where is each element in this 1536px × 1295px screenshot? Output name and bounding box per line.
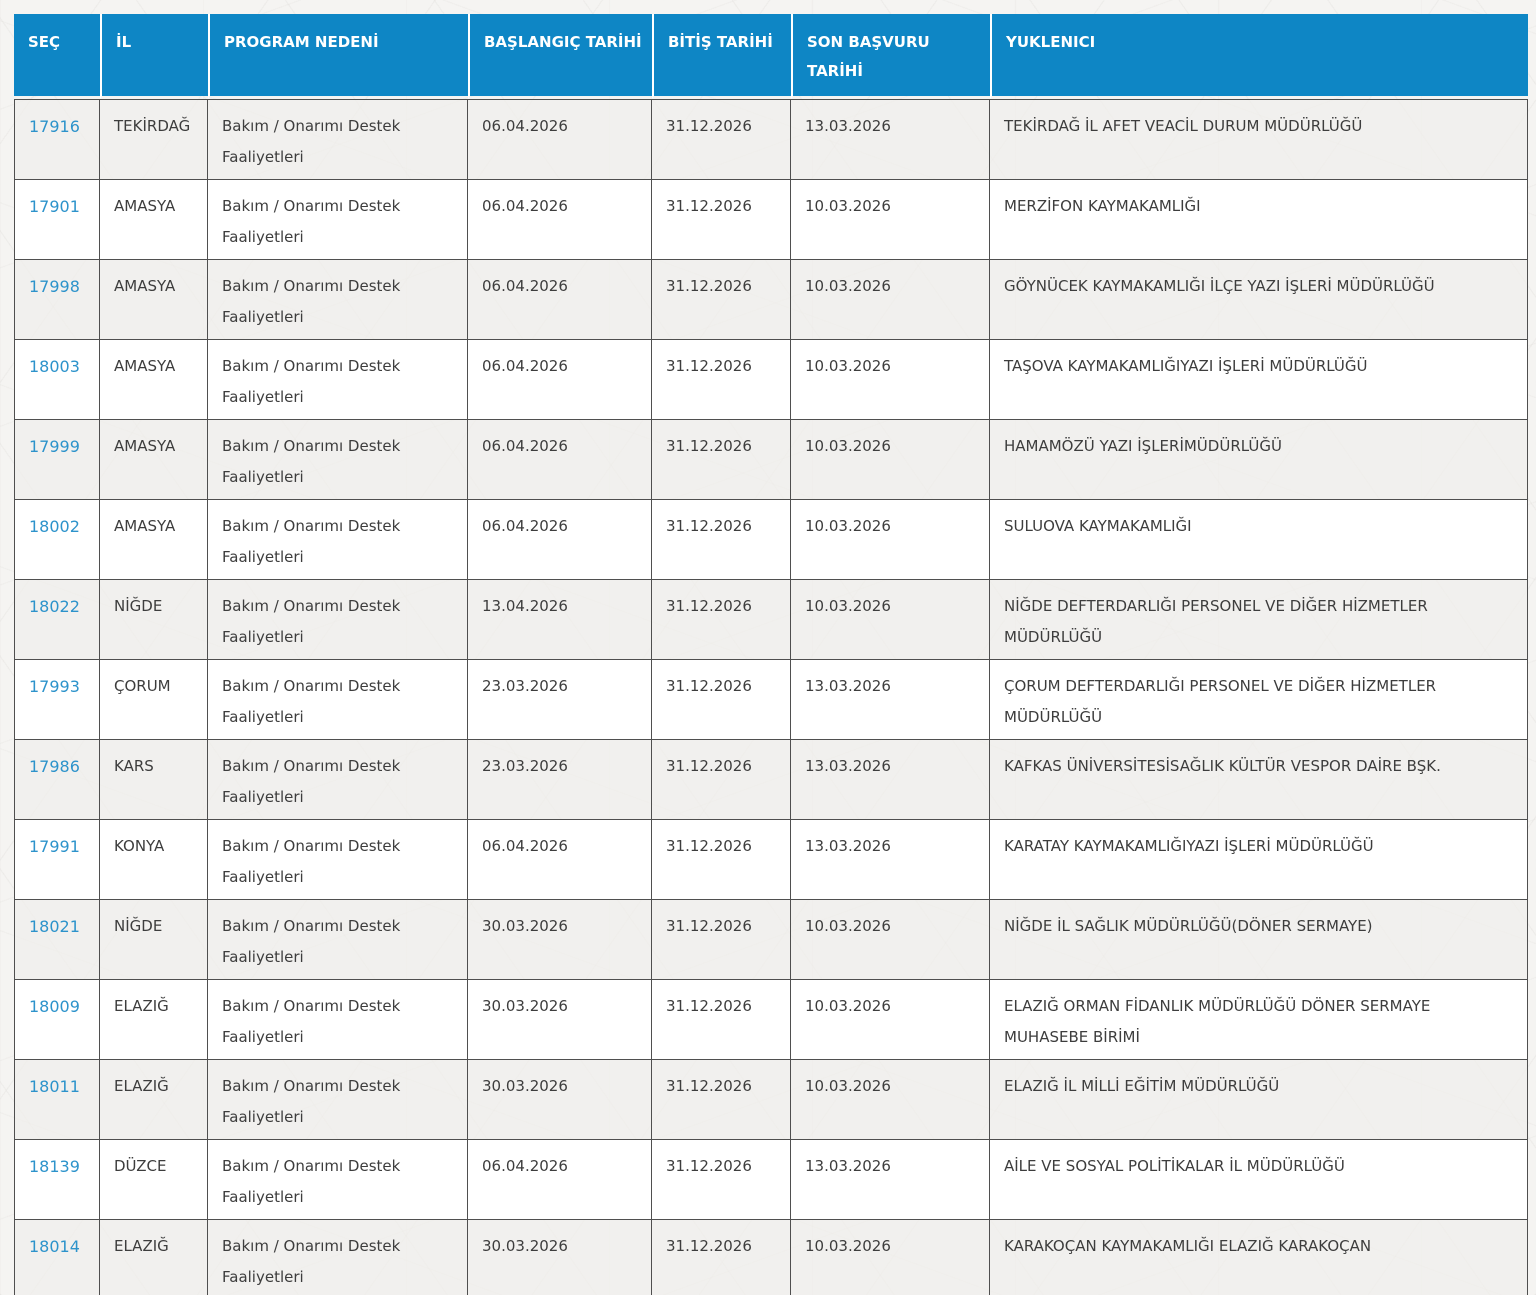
- row-select-link[interactable]: 18022: [29, 597, 80, 616]
- table-body: [14, 99, 1528, 1295]
- table-row: [14, 900, 1528, 980]
- cell-baslangic: 30.03.2026: [468, 900, 652, 980]
- row-select-link[interactable]: 17916: [29, 117, 80, 136]
- cell-son_basvuru: 10.03.2026: [791, 580, 990, 660]
- header-row: [14, 14, 1528, 99]
- cell-il: AMASYA: [100, 420, 208, 500]
- cell-program: Bakım / Onarımı Destek Faaliyetleri: [208, 500, 468, 580]
- cell-bitis: 31.12.2026: [652, 260, 791, 340]
- cell-baslangic: 06.04.2026: [468, 1140, 652, 1220]
- cell-il: ELAZIĞ: [100, 980, 208, 1060]
- table-row: [14, 580, 1528, 660]
- cell-il: ÇORUM: [100, 660, 208, 740]
- table-row: [14, 420, 1528, 500]
- cell-son_basvuru: 10.03.2026: [791, 180, 990, 260]
- cell-yuklenici: NİĞDE İL SAĞLIK MÜDÜRLÜĞÜ(DÖNER SERMAYE): [990, 900, 1528, 980]
- cell-yuklenici: ELAZIĞ ORMAN FİDANLIK MÜDÜRLÜĞÜ DÖNER SERMAYE MUHASEBE BİRİMİ: [990, 980, 1528, 1060]
- cell-son_basvuru: 13.03.2026: [791, 820, 990, 900]
- cell-program: Bakım / Onarımı Destek Faaliyetleri: [208, 340, 468, 420]
- cell-yuklenici: TAŞOVA KAYMAKAMLIĞIYAZI İŞLERİ MÜDÜRLÜĞÜ: [990, 340, 1528, 420]
- cell-baslangic: 30.03.2026: [468, 1220, 652, 1295]
- column-header-sec: SEÇ: [14, 14, 100, 99]
- table-row: [14, 1060, 1528, 1140]
- cell-il: NİĞDE: [100, 580, 208, 660]
- cell-sec: [14, 980, 100, 1060]
- cell-il: KONYA: [100, 820, 208, 900]
- cell-bitis: 31.12.2026: [652, 99, 791, 180]
- cell-baslangic: 06.04.2026: [468, 99, 652, 180]
- cell-il: ELAZIĞ: [100, 1220, 208, 1295]
- cell-sec: [14, 580, 100, 660]
- cell-baslangic: 06.04.2026: [468, 820, 652, 900]
- cell-bitis: 31.12.2026: [652, 660, 791, 740]
- cell-bitis: 31.12.2026: [652, 980, 791, 1060]
- cell-program: Bakım / Onarımı Destek Faaliyetleri: [208, 1220, 468, 1295]
- table-row: [14, 820, 1528, 900]
- cell-sec: [14, 340, 100, 420]
- row-select-link[interactable]: 17993: [29, 677, 80, 696]
- column-header-bitis: BİTİŞ TARİHİ: [652, 14, 791, 99]
- cell-il: AMASYA: [100, 180, 208, 260]
- cell-program: Bakım / Onarımı Destek Faaliyetleri: [208, 740, 468, 820]
- cell-sec: [14, 500, 100, 580]
- cell-program: Bakım / Onarımı Destek Faaliyetleri: [208, 660, 468, 740]
- cell-bitis: 31.12.2026: [652, 420, 791, 500]
- cell-sec: [14, 900, 100, 980]
- cell-baslangic: 06.04.2026: [468, 180, 652, 260]
- cell-son_basvuru: 10.03.2026: [791, 1220, 990, 1295]
- cell-il: AMASYA: [100, 260, 208, 340]
- row-select-link[interactable]: 18014: [29, 1237, 80, 1256]
- cell-yuklenici: KAFKAS ÜNİVERSİTESİSAĞLIK KÜLTÜR VESPOR DAİRE BŞK.: [990, 740, 1528, 820]
- cell-il: NİĞDE: [100, 900, 208, 980]
- column-header-il: İL: [100, 14, 208, 99]
- cell-yuklenici: ÇORUM DEFTERDARLIĞI PERSONEL VE DİĞER HİZMETLER MÜDÜRLÜĞÜ: [990, 660, 1528, 740]
- cell-yuklenici: AİLE VE SOSYAL POLİTİKALAR İL MÜDÜRLÜĞÜ: [990, 1140, 1528, 1220]
- cell-baslangic: 13.04.2026: [468, 580, 652, 660]
- cell-sec: [14, 740, 100, 820]
- column-header-baslangic: BAŞLANGIÇ TARİHİ: [468, 14, 652, 99]
- table-header: [14, 14, 1528, 99]
- cell-il: TEKİRDAĞ: [100, 99, 208, 180]
- table-row: [14, 740, 1528, 820]
- cell-program: Bakım / Onarımı Destek Faaliyetleri: [208, 980, 468, 1060]
- cell-bitis: 31.12.2026: [652, 180, 791, 260]
- cell-bitis: 31.12.2026: [652, 1060, 791, 1140]
- cell-yuklenici: GÖYNÜCEK KAYMAKAMLIĞI İLÇE YAZI İŞLERİ MÜDÜRLÜĞÜ: [990, 260, 1528, 340]
- row-select-link[interactable]: 18011: [29, 1077, 80, 1096]
- cell-il: AMASYA: [100, 340, 208, 420]
- cell-program: Bakım / Onarımı Destek Faaliyetleri: [208, 820, 468, 900]
- cell-program: Bakım / Onarımı Destek Faaliyetleri: [208, 260, 468, 340]
- cell-bitis: 31.12.2026: [652, 820, 791, 900]
- table-row: [14, 260, 1528, 340]
- row-select-link[interactable]: 18139: [29, 1157, 80, 1176]
- cell-baslangic: 06.04.2026: [468, 260, 652, 340]
- cell-program: Bakım / Onarımı Destek Faaliyetleri: [208, 900, 468, 980]
- cell-il: ELAZIĞ: [100, 1060, 208, 1140]
- row-select-link[interactable]: 17986: [29, 757, 80, 776]
- table-row: [14, 180, 1528, 260]
- cell-son_basvuru: 10.03.2026: [791, 420, 990, 500]
- cell-sec: [14, 420, 100, 500]
- cell-baslangic: 23.03.2026: [468, 740, 652, 820]
- row-select-link[interactable]: 17901: [29, 197, 80, 216]
- cell-program: Bakım / Onarımı Destek Faaliyetleri: [208, 420, 468, 500]
- cell-program: Bakım / Onarımı Destek Faaliyetleri: [208, 1060, 468, 1140]
- row-select-link[interactable]: 18009: [29, 997, 80, 1016]
- cell-yuklenici: HAMAMÖZÜ YAZI İŞLERİMÜDÜRLÜĞÜ: [990, 420, 1528, 500]
- table-row: [14, 500, 1528, 580]
- cell-bitis: 31.12.2026: [652, 740, 791, 820]
- table-row: [14, 99, 1528, 180]
- cell-son_basvuru: 13.03.2026: [791, 660, 990, 740]
- cell-yuklenici: KARAKOÇAN KAYMAKAMLIĞI ELAZIĞ KARAKOÇAN: [990, 1220, 1528, 1295]
- cell-il: AMASYA: [100, 500, 208, 580]
- column-header-yuklenici: YUKLENICI: [990, 14, 1528, 99]
- cell-yuklenici: KARATAY KAYMAKAMLIĞIYAZI İŞLERİ MÜDÜRLÜĞÜ: [990, 820, 1528, 900]
- cell-sec: [14, 99, 100, 180]
- cell-program: Bakım / Onarımı Destek Faaliyetleri: [208, 1140, 468, 1220]
- cell-yuklenici: ELAZIĞ İL MİLLİ EĞİTİM MÜDÜRLÜĞÜ: [990, 1060, 1528, 1140]
- cell-bitis: 31.12.2026: [652, 1220, 791, 1295]
- cell-sec: [14, 820, 100, 900]
- cell-baslangic: 06.04.2026: [468, 420, 652, 500]
- cell-sec: [14, 1060, 100, 1140]
- cell-sec: [14, 1140, 100, 1220]
- cell-yuklenici: TEKİRDAĞ İL AFET VEACİL DURUM MÜDÜRLÜĞÜ: [990, 99, 1528, 180]
- cell-son_basvuru: 10.03.2026: [791, 500, 990, 580]
- column-header-program: PROGRAM NEDENİ: [208, 14, 468, 99]
- cell-baslangic: 23.03.2026: [468, 660, 652, 740]
- cell-baslangic: 30.03.2026: [468, 980, 652, 1060]
- cell-son_basvuru: 10.03.2026: [791, 980, 990, 1060]
- cell-son_basvuru: 13.03.2026: [791, 1140, 990, 1220]
- cell-yuklenici: MERZİFON KAYMAKAMLIĞI: [990, 180, 1528, 260]
- cell-son_basvuru: 13.03.2026: [791, 99, 990, 180]
- cell-sec: [14, 660, 100, 740]
- cell-program: Bakım / Onarımı Destek Faaliyetleri: [208, 180, 468, 260]
- row-select-link[interactable]: 18021: [29, 917, 80, 936]
- column-header-son-basvuru: SON BAŞVURU TARİHİ: [791, 14, 990, 99]
- cell-bitis: 31.12.2026: [652, 500, 791, 580]
- cell-son_basvuru: 10.03.2026: [791, 900, 990, 980]
- cell-baslangic: 30.03.2026: [468, 1060, 652, 1140]
- row-select-link[interactable]: 18003: [29, 357, 80, 376]
- cell-yuklenici: SULUOVA KAYMAKAMLIĞI: [990, 500, 1528, 580]
- row-select-link[interactable]: 17998: [29, 277, 80, 296]
- cell-son_basvuru: 13.03.2026: [791, 740, 990, 820]
- cell-baslangic: 06.04.2026: [468, 500, 652, 580]
- cell-son_basvuru: 10.03.2026: [791, 260, 990, 340]
- table-row: [14, 660, 1528, 740]
- cell-bitis: 31.12.2026: [652, 1140, 791, 1220]
- cell-il: KARS: [100, 740, 208, 820]
- cell-baslangic: 06.04.2026: [468, 340, 652, 420]
- cell-bitis: 31.12.2026: [652, 900, 791, 980]
- cell-son_basvuru: 10.03.2026: [791, 1060, 990, 1140]
- row-select-link[interactable]: 18002: [29, 517, 80, 536]
- table-row: [14, 1220, 1528, 1295]
- cell-sec: [14, 1220, 100, 1295]
- cell-sec: [14, 180, 100, 260]
- cell-il: DÜZCE: [100, 1140, 208, 1220]
- table-row: [14, 340, 1528, 420]
- program-table: [14, 14, 1528, 1295]
- cell-yuklenici: NİĞDE DEFTERDARLIĞI PERSONEL VE DİĞER HİZMETLER MÜDÜRLÜĞÜ: [990, 580, 1528, 660]
- table-row: [14, 980, 1528, 1060]
- cell-bitis: 31.12.2026: [652, 580, 791, 660]
- cell-bitis: 31.12.2026: [652, 340, 791, 420]
- cell-program: Bakım / Onarımı Destek Faaliyetleri: [208, 99, 468, 180]
- row-select-link[interactable]: 17999: [29, 437, 80, 456]
- cell-sec: [14, 260, 100, 340]
- cell-son_basvuru: 10.03.2026: [791, 340, 990, 420]
- table-row: [14, 1140, 1528, 1220]
- cell-program: Bakım / Onarımı Destek Faaliyetleri: [208, 580, 468, 660]
- row-select-link[interactable]: 17991: [29, 837, 80, 856]
